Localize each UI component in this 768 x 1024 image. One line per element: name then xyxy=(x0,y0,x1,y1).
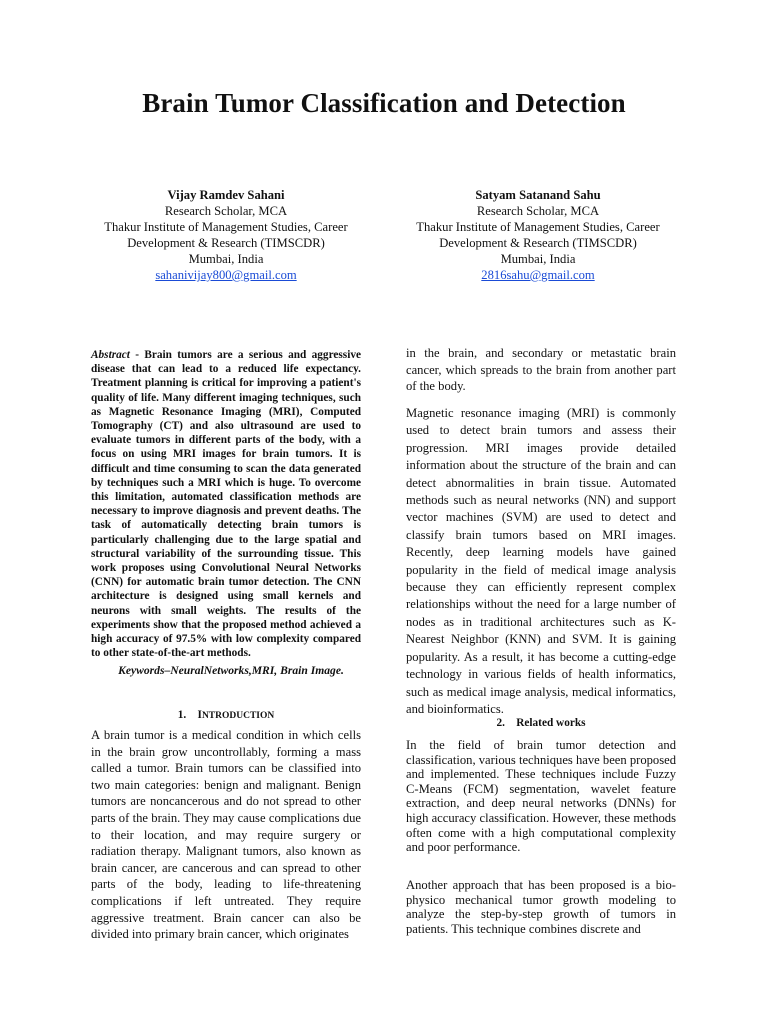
section-number: 1. xyxy=(177,709,187,721)
author-role: Research Scholar, MCA xyxy=(164,204,288,218)
mri-paragraph: Magnetic resonance imaging (MRI) is commonly used to detect brain tumors and assess their progression. MRI images provide detailed information about the structure of the brain and can detect abnormalities in brain tissue. Automated methods such as neural networks (NN) and support vector machines (SVM) are used to detect and classify brain tumors based on MRI images. Recently, deep learning models have gained popularity in the field of medical image analysis because they can efficiently represent complex relationships without the need for a large number of nodes as in traditional architectures such as K-Nearest Neighbor (KNN) and SVM. It is gaining popularity. As a result, it has become a cutting-edge technology in various fields of health informatics, such as medical image analysis, medical informatics, and bioinformatics. xyxy=(406,406,676,716)
author-affiliation: Thakur Institute of Management Studies, Career xyxy=(416,220,660,234)
author-location: Mumbai, India xyxy=(500,252,576,266)
author-name: Vijay Ramdev Sahani xyxy=(167,188,285,202)
author-location: Mumbai, India xyxy=(188,252,264,266)
author-affiliation: Thakur Institute of Management Studies, Career xyxy=(104,220,348,234)
section-title-initial: I xyxy=(197,709,202,721)
author-block-2 xyxy=(388,187,688,283)
section-heading-related-works xyxy=(406,717,676,729)
author-affiliation: Development & Research (TIMSCDR) xyxy=(127,236,325,250)
abstract-label: Abstract xyxy=(91,349,130,361)
intro-paragraph-continued: in the brain, and secondary or metastatic brain cancer, which spreads to the brain from another part of the body. xyxy=(406,346,676,394)
intro-paragraph: A brain tumor is a medical condition in which cells in the brain grow uncontrollably, forming a mass called a tumor. Brain tumors can be classified into two main categories: benign and malignant. Benign tumors are noncancerous and do not spread to other parts of the brain. They may cause complications due to their location, and may require surgery or radiation therapy. Malignant tumors, also known as brain cancer, are cancerous and can spread to other parts of the body, leading to life-threatening complications if left untreated. They require aggressive treatment. Brain cancer can also be divided into primary brain cancer, which originates xyxy=(91,728,361,942)
section-title: Related works xyxy=(516,717,586,729)
section-number: 2. xyxy=(496,717,505,729)
author-role: Research Scholar, MCA xyxy=(476,204,600,218)
abstract-dash: - xyxy=(129,349,145,361)
section-heading-introduction xyxy=(91,709,361,721)
abstract xyxy=(91,348,361,660)
author-name: Satyam Satanand Sahu xyxy=(475,188,601,202)
abstract-text: Brain tumors are a serious and aggressive disease that can lead to a reduced life expectancy. Treatment planning is critical for improving a patient's quality of life. Many different imaging techniques, such as Magnetic Resonance Imaging (MRI), Computed Tomography (CT) and also ultrasound are used to evaluate tumors in different parts of the body, with a focus on using MRI images for brain tumors. It is difficult and time consuming to scan the data generated by techniques such a MRI which is huge. To overcome this limitation, automated classification methods are necessary to improve diagnosis and prevent deaths. The task of automatically detecting brain tumors is particularly challenging due to the large spatial and structural variability of the surrounding tissue. This work proposes using Convolutional Neural Networks (CNN) for automatic brain tumor detection. The CNN architecture is designed using small kernels and neurons with small weights. The results of the experiments show that the proposed method achieved a high accuracy of 97.5% with low complexity compared to other state-of-the-art methods. xyxy=(91,349,361,660)
paper-title: Brain Tumor Classification and Detection xyxy=(142,88,626,118)
author-email-link[interactable]: 2816sahu@gmail.com xyxy=(481,268,595,282)
related-works-paragraph: Another approach that has been proposed is a bio-physico mechanical tumor growth modeling to analyze the step-by-step growth of tumors in patients. This technique combines discrete and xyxy=(406,878,676,936)
related-works-paragraph: In the field of brain tumor detection and classification, various techniques have been proposed and implemented. These techniques include Fuzzy C-Means (FCM) segmentation, wavelet feature extraction, and deep neural networks (DNNs) for high accuracy classification. However, these methods often come with a high computational complexity and poor performance. xyxy=(406,738,676,855)
keywords: Keywords–NeuralNetworks,MRI, Brain Image. xyxy=(118,664,344,677)
author-block-1 xyxy=(76,187,376,283)
author-affiliation: Development & Research (TIMSCDR) xyxy=(439,236,637,250)
author-email-link[interactable]: sahanivijay800@gmail.com xyxy=(155,268,297,282)
section-title-rest: NTRODUCTION xyxy=(201,711,275,721)
